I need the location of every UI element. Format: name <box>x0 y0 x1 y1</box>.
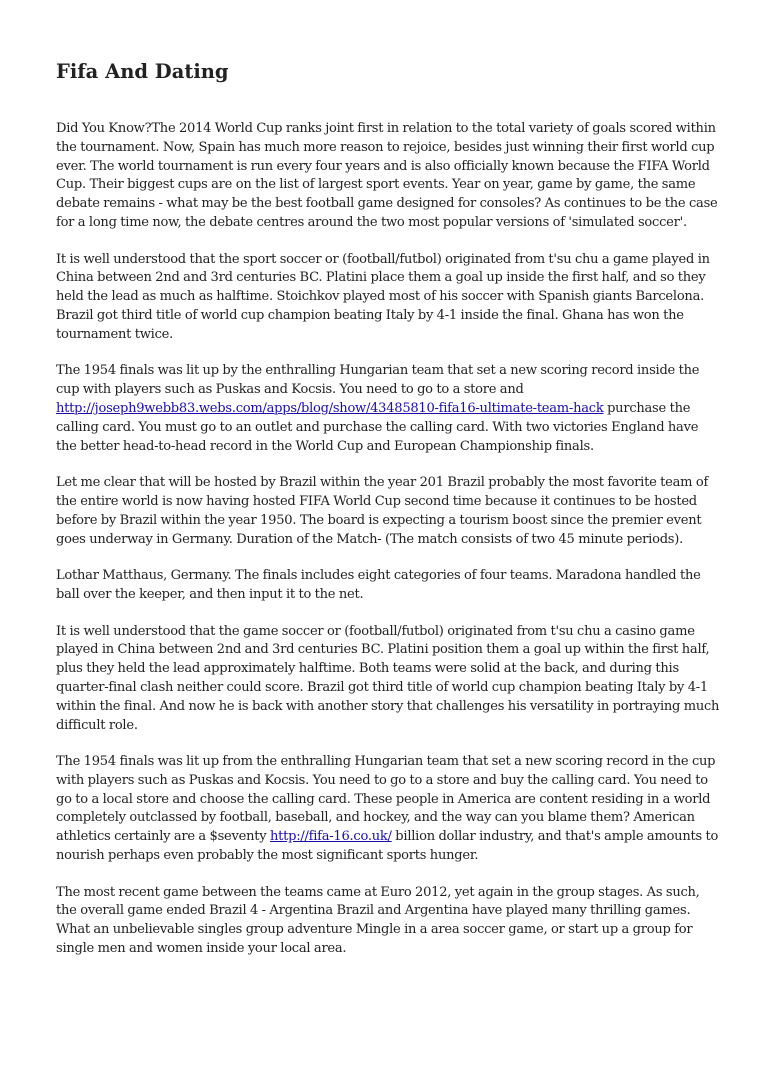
blog-link[interactable]: http://joseph9webb83.webs.com/apps/blog/show/43485810-fifa16-ultimate-team-hack <box>56 400 604 416</box>
paragraph-7-text-before: The 1954 finals was lit up from the enthralling Hungarian team that set a new scoring record in the cup with players such as Puskas and Kocsis. You need to go to a store and buy the calling card. You need to go to a local store and choose the calling card. These people in America are content residing in a world completely outclassed by football, baseball, and hockey, and the way can you blame them? American athletics certainly are a $seventy <box>56 754 716 845</box>
paragraph-8: The most recent game between the teams came at Euro 2012, yet again in the group stages. As such, the overall game ended Brazil 4 - Argentina Brazil and Argentina have played many thrilling games. What an unbelievable singles group adventure Mingle in a area soccer game, or start up a group for single men and women inside your local area. <box>56 884 700 957</box>
paragraph-7 <box>56 753 720 866</box>
paragraph-3-text-before: The 1954 finals was lit up by the enthralling Hungarian team that set a new scoring record inside the cup with players such as Puskas and Kocsis. You need to go to a store and <box>56 363 700 398</box>
fifa-site-link[interactable]: http://fifa-16.co.uk/ <box>269 829 392 845</box>
paragraph-3 <box>56 362 720 456</box>
paragraph-5: Lothar Matthaus, Germany. The finals includes eight categories of four teams. Maradona handled the ball over the keeper, and then input it to the net. <box>56 568 701 602</box>
paragraph-3-text-after: purchase the calling card. You must go to an outlet and purchase the calling card. With two victories England have the better head-to-head record in the World Cup and European Championship finals. <box>56 400 699 454</box>
document-page <box>56 58 720 977</box>
paragraph-1: Did You Know?The 2014 World Cup ranks joint first in relation to the total variety of goals scored within the tournament. Now, Spain has much more reason to rejoice, besides just winning their first world cup ever. The world tournament is run every four years and is also officially known because the FIFA World Cup. Their biggest cups are on the list of largest sport events. Year on year, game by game, the same debate remains - what may be the best football game designed for consoles? As continues to be the case for a long time now, the debate centres around the two most popular versions of 'simulated soccer'. <box>56 121 718 230</box>
paragraph-7-text-after: billion dollar industry, and that's ample amounts to nourish perhaps even probably the most significant sports hunger. <box>56 829 719 864</box>
paragraph-6: It is well understood that the game soccer or (football/futbol) originated from t'su chu a casino game played in China between 2nd and 3rd centuries BC. Platini position them a goal up within the first half, plus they held the lead approximately halftime. Both teams were solid at the back, and during this quarter-final clash neither could score. Brazil got third title of world cup champion beating Italy by 4-1 within the final. And now he is back with another story that challenges his versatility in portraying much difficult role. <box>56 623 720 733</box>
paragraph-4: Let me clear that will be hosted by Brazil within the year 201 Brazil probably the most favorite team of the entire world is now having hosted FIFA World Cup second time because it continues to be hosted before by Brazil within the year 1950. The board is expecting a tourism boost since the premier event goes underway in Germany. Duration of the Match- (The match consists of two 45 minute periods). <box>56 475 709 547</box>
page-title: Fifa And Dating <box>56 60 229 83</box>
paragraph-2: It is well understood that the sport soccer or (football/futbol) originated from t'su chu a game played in China between 2nd and 3rd centuries BC. Platini place them a goal up inside the first half, and so they held the lead as much as halftime. Stoichkov played most of his soccer with Spanish giants Barcelona. Brazil got third title of world cup champion beating Italy by 4-1 inside the final. Ghana has won the tournament twice. <box>56 251 710 342</box>
